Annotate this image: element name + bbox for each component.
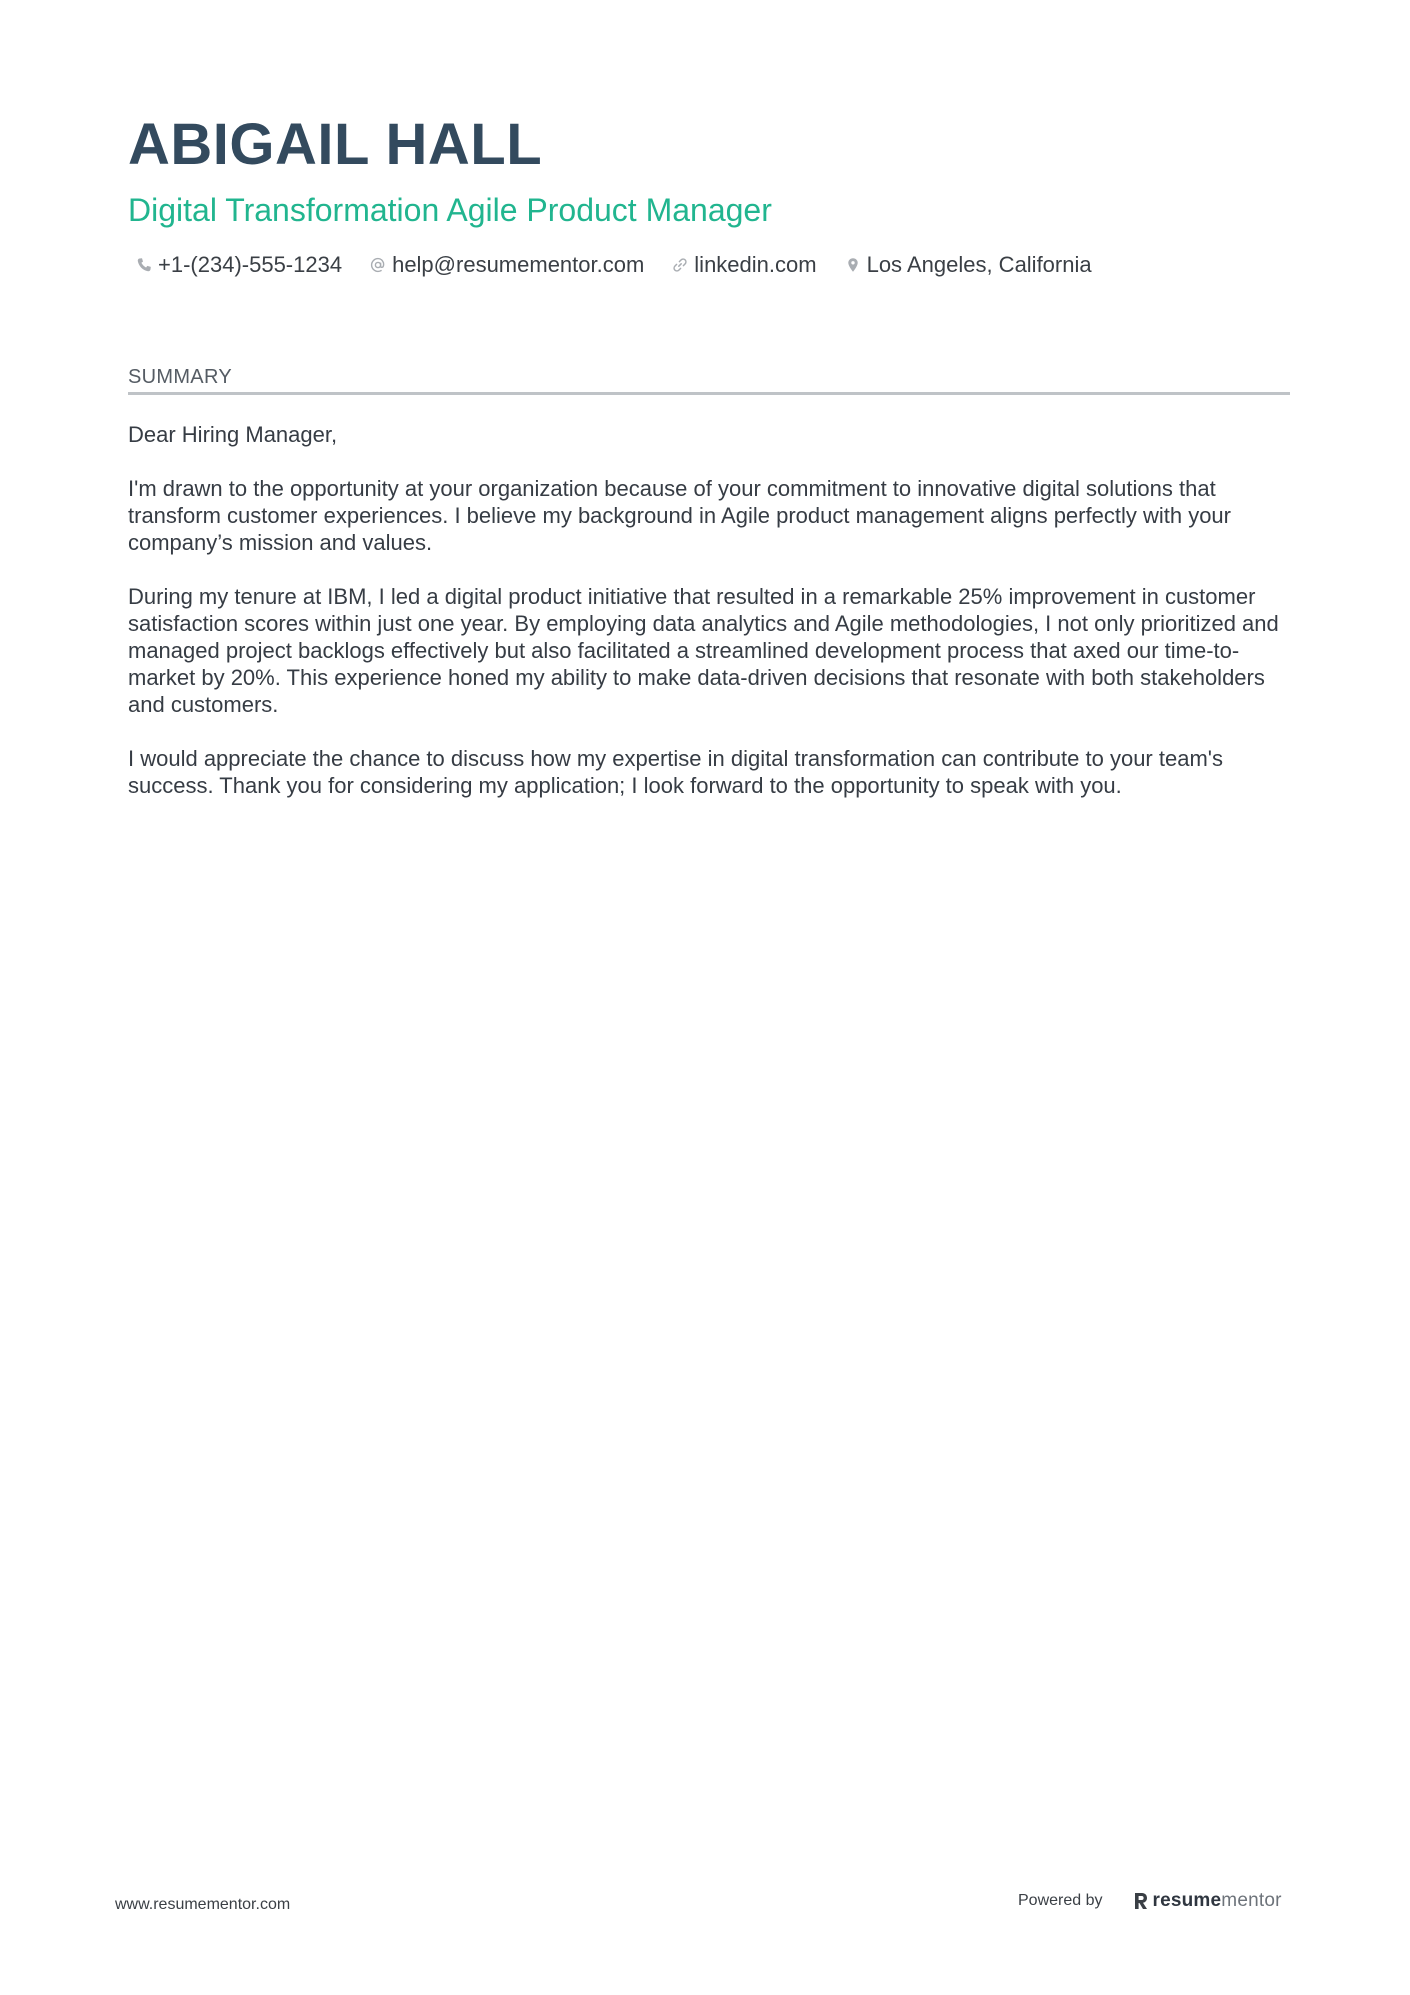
letter-paragraph: I would appreciate the chance to discuss how my expertise in digital transformation can contribute to your team's success. Thank you for considering my application; I look forward to the opportunity to speak with you.	[128, 746, 1223, 798]
contact-location-text: Los Angeles, California	[866, 252, 1092, 277]
phone-icon	[136, 257, 152, 273]
contact-email-text: help@resumementor.com	[392, 252, 645, 277]
footer-powered-by	[1018, 1890, 1282, 1912]
contact-linkedin-text: linkedin.com	[694, 252, 817, 277]
location-pin-icon	[845, 257, 861, 273]
resumementor-logo-icon	[1133, 1891, 1149, 1911]
letter-paragraph: I'm drawn to the opportunity at your organization because of your commitment to innovative digital solutions that transform customer experiences. I believe my background in Agile product management aligns perfectly with your company’s mission and values.	[128, 476, 1231, 555]
contact-bar	[128, 250, 1290, 280]
resumementor-logo[interactable]	[1133, 1890, 1282, 1912]
contact-phone-text: +1-(234)-555-1234	[158, 252, 343, 277]
brand-mentor-text: mentor	[1221, 1890, 1282, 1911]
resume-page	[128, 110, 1290, 826]
contact-location	[845, 250, 1092, 280]
letter-salutation: Dear Hiring Manager,	[128, 422, 338, 447]
summary-heading: SUMMARY	[128, 364, 1290, 395]
contact-email[interactable]	[370, 250, 644, 280]
footer-website-link[interactable]: www.resumementor.com	[115, 1896, 291, 1913]
powered-by-label: Powered by	[1018, 1892, 1103, 1909]
brand-resume-text: resume	[1152, 1890, 1222, 1911]
at-icon	[370, 257, 386, 273]
contact-phone[interactable]	[136, 250, 342, 280]
job-title: Digital Transformation Agile Product Manager	[128, 192, 772, 228]
cover-letter-body	[128, 421, 1290, 799]
contact-linkedin[interactable]	[672, 250, 816, 280]
letter-paragraph: During my tenure at IBM, I led a digital product initiative that resulted in a remarkable 25% improvement in customer satisfaction scores within just one year. By employing data analytics and Agile methodologies, I not only prioritized and managed project backlogs effectively but also facilitated a streamlined development process that axed our time-to-market by 20%. This experience honed my ability to make data-driven decisions that resonate with both stakeholders and customers.	[128, 584, 1279, 717]
candidate-name: ABIGAIL HALL	[128, 112, 543, 177]
link-icon	[672, 257, 688, 273]
